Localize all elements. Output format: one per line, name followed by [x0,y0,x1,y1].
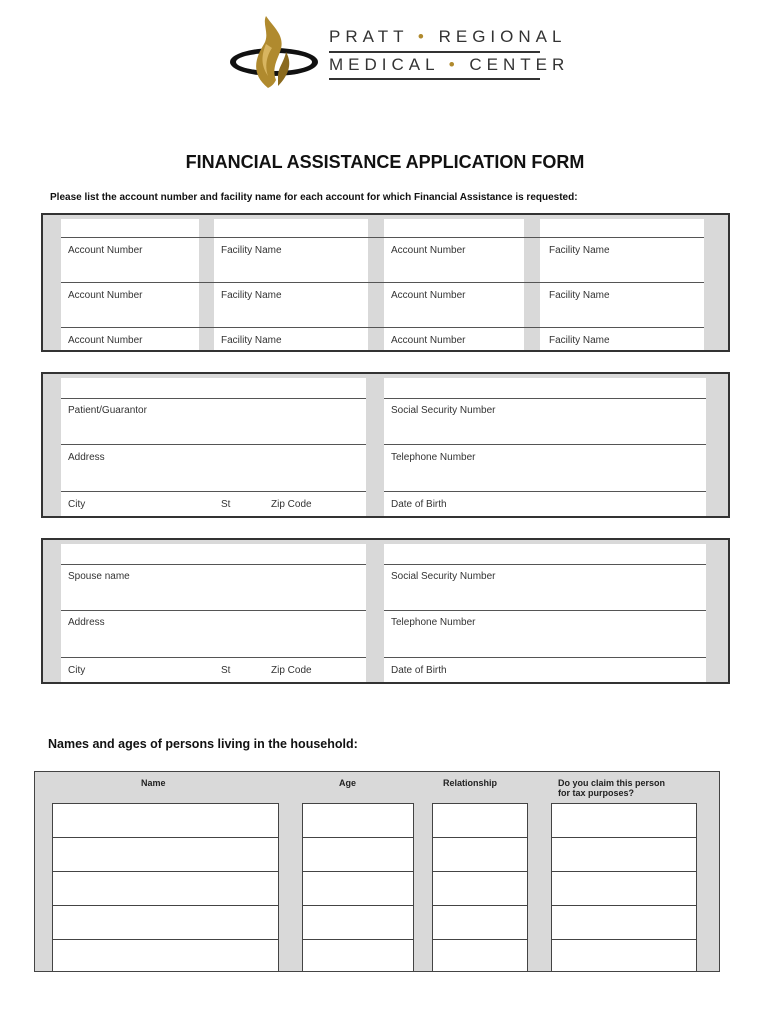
patient-zip-label: Zip Code [271,499,312,510]
form-title: FINANCIAL ASSISTANCE APPLICATION FORM [185,152,585,172]
instruction-text: Please list the account number and facility name for each account for which Financial Assistance is requested: [50,192,578,203]
patient-city-label: City [68,499,86,510]
facility-name-label: Facility Name [221,335,282,346]
facility-name-label: Facility Name [549,245,610,256]
household-col-relationship: Relationship [443,778,498,788]
patient-phone-label: Telephone Number [391,452,476,463]
account-number-label: Account Number [68,335,143,346]
household-name-field[interactable] [52,803,279,838]
household-col-age: Age [339,778,357,788]
spouse-section [41,538,730,684]
spouse-address-label: Address [68,617,105,628]
facility-name-label: Facility Name [221,245,282,256]
household-relationship-field[interactable] [432,803,528,838]
household-relationship-field[interactable] [432,939,528,972]
row-divider [384,491,706,492]
household-age-field[interactable] [302,905,414,940]
row-divider [61,398,366,399]
brand-word-pratt: PRATT [329,27,409,46]
household-tax-field[interactable] [551,837,697,872]
account-number-label: Account Number [68,290,143,301]
account-number-label: Account Number [391,290,466,301]
account-number-label: Account Number [391,245,466,256]
household-age-field[interactable] [302,837,414,872]
flame-logo-icon [228,14,320,92]
account-number-label: Account Number [391,335,466,346]
household-tax-field[interactable] [551,905,697,940]
household-name-field[interactable] [52,939,279,972]
patient-state-label: St [221,499,231,510]
brand-divider [329,51,540,53]
household-age-field[interactable] [302,871,414,906]
account-cell[interactable] [384,219,524,350]
spouse-ssn-label: Social Security Number [391,571,496,582]
household-age-field[interactable] [302,803,414,838]
household-name-field[interactable] [52,871,279,906]
patient-address-label: Address [68,452,105,463]
brand-divider [329,78,540,80]
account-number-label: Account Number [68,245,143,256]
spouse-name-label: Spouse name [68,571,130,582]
household-relationship-field[interactable] [432,837,528,872]
household-heading: Names and ages of persons living in the household: [48,737,358,751]
facility-name-label: Facility Name [549,335,610,346]
row-divider [61,657,366,658]
household-age-field[interactable] [302,939,414,972]
row-divider [61,610,366,611]
brand-word-center: CENTER [469,55,570,74]
patient-dob-label: Date of Birth [391,499,447,510]
facility-cell[interactable] [540,219,704,350]
row-divider [61,564,366,565]
household-tax-field[interactable] [551,803,697,838]
patient-section [41,372,730,518]
row-divider [61,444,366,445]
brand-line-2 [329,55,569,77]
row-divider [61,282,704,283]
spouse-state-label: St [221,665,231,676]
brand-word-regional: REGIONAL [438,27,567,46]
brand-line-1 [329,27,566,49]
row-divider [384,398,706,399]
household-col-name: Name [141,778,166,788]
household-relationship-field[interactable] [432,905,528,940]
household-tax-field[interactable] [551,871,697,906]
household-col-tax [558,778,665,798]
household-col-tax-line2: for tax purposes? [558,788,635,798]
spouse-zip-label: Zip Code [271,665,312,676]
household-tax-field[interactable] [551,939,697,972]
facility-name-label: Facility Name [221,290,282,301]
row-divider [384,657,706,658]
household-col-tax-line1: Do you claim this person [558,778,666,788]
row-divider [384,564,706,565]
household-table [34,771,720,972]
patient-ssn-label: Social Security Number [391,405,496,416]
brand-separator: • [448,55,460,74]
row-divider [384,610,706,611]
brand-separator: • [417,27,429,46]
spouse-dob-label: Date of Birth [391,665,447,676]
row-divider [61,327,704,328]
row-divider [61,237,704,238]
accounts-table [41,213,730,352]
patient-guarantor-label: Patient/Guarantor [68,405,147,416]
facility-cell[interactable] [214,219,368,350]
household-relationship-field[interactable] [432,871,528,906]
account-cell[interactable] [61,219,199,350]
brand-word-medical: MEDICAL [329,55,439,74]
spouse-city-label: City [68,665,86,676]
spouse-phone-label: Telephone Number [391,617,476,628]
row-divider [61,491,366,492]
facility-name-label: Facility Name [549,290,610,301]
household-name-field[interactable] [52,905,279,940]
household-name-field[interactable] [52,837,279,872]
row-divider [384,444,706,445]
